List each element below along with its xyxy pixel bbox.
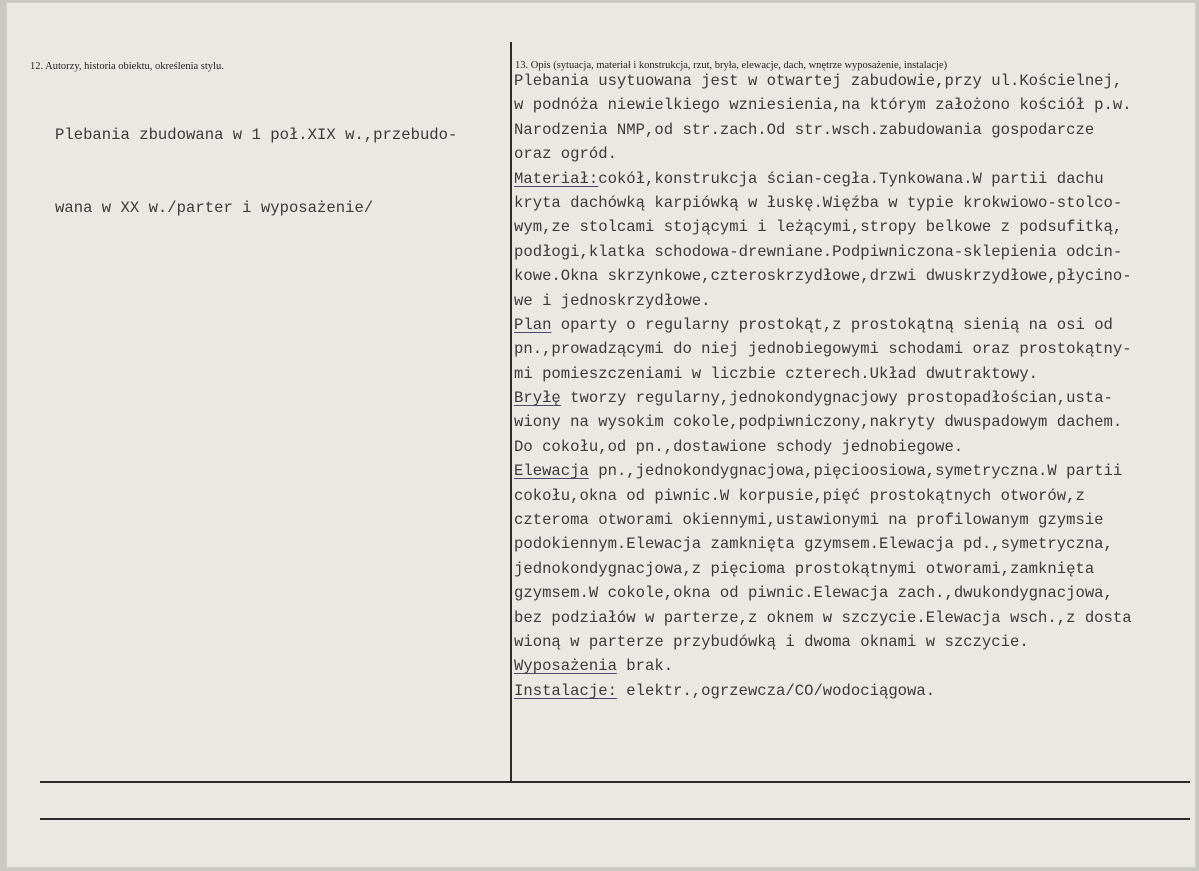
line-text: elektr.,ogrzewcza/CO/wodociągowa. <box>616 681 936 700</box>
section-13-line <box>514 215 1132 239</box>
line-text: wym,ze stolcami stojącymi i leżącymi,stropy belkowe z podsufitką, <box>514 218 1123 237</box>
bottom-rule <box>40 781 1190 783</box>
line-text: pn.,prowadzącymi do niej jednobiegowymi schodami oraz prostokątny- <box>514 340 1132 359</box>
line-text: Plebania usytuowana jest w otwartej zabudowie,przy ul.Kościelnej, <box>514 72 1123 90</box>
section-13-line <box>514 532 1132 556</box>
section-13-line <box>514 581 1132 605</box>
line-text: oparty o regularny prostokąt,z prostokątną sienią na osi od <box>551 315 1113 334</box>
section-13-line <box>514 69 1132 93</box>
section-12-text <box>55 74 457 245</box>
section-13-line <box>514 508 1132 532</box>
line-text: czteroma otworami okiennymi,ustawionymi na profilowanym gzymsie <box>514 511 1104 530</box>
line-text: jednokondygnacjowa,z pięcioma prostokątnymi otworami,zamknięta <box>514 559 1095 578</box>
footer-rule <box>40 818 1190 820</box>
section-12-line: wana w XX w./parter i wyposażenie/ <box>55 199 374 218</box>
section-13-line <box>514 142 1132 166</box>
subsection-heading: Materiał: <box>514 169 599 188</box>
line-text: brak. <box>616 657 674 676</box>
line-text: cokołu,okna od piwnic.W korpusie,pięć prostokątnych otworów,z <box>514 486 1085 505</box>
section-13-line <box>514 240 1132 264</box>
line-text: wiony na wysokim cokole,podpiwniczony,nakryty dwuspadowym dachem. <box>514 413 1123 432</box>
section-13-line <box>514 459 1132 483</box>
subsection-heading: Elewacja <box>514 462 589 481</box>
section-13-line <box>514 313 1132 337</box>
subsection-heading: Instalacje: <box>514 681 617 700</box>
section-13-line <box>514 435 1132 459</box>
section-13-line <box>514 410 1132 434</box>
section-13-line <box>514 167 1132 191</box>
section-13-line <box>514 337 1132 361</box>
section-13-line <box>514 654 1132 678</box>
column-divider <box>510 42 512 782</box>
line-text: oraz ogród. <box>514 145 617 164</box>
line-text: podłogi,klatka schodowa-drewniane.Podpiwniczona-sklepienia odcin- <box>514 242 1123 261</box>
section-13-line <box>514 630 1132 654</box>
subsection-heading: Wyposażenia <box>514 657 617 676</box>
line-text: mi pomieszczeniami w liczbie czterech.Układ dwutraktowy. <box>514 364 1039 383</box>
line-text: w podnóża niewielkiego wzniesienia,na którym założono kościół p.w. <box>514 96 1132 115</box>
section-12-label: 12. Autorzy, historia obiektu, określenia stylu. <box>30 61 224 72</box>
line-text: kowe.Okna skrzynkowe,czteroskrzydłowe,drzwi dwuskrzydłowe,płycino- <box>514 267 1132 286</box>
section-13-line <box>514 484 1132 508</box>
section-13-line <box>514 93 1132 117</box>
line-text: kryta dachówką karpiówką w łuskę.Więźba w typie krokwiowo-stolco- <box>514 193 1123 212</box>
line-text: gzymsem.W cokole,okna od piwnic.Elewacja zach.,dwukondygnacjowa, <box>514 584 1113 603</box>
line-text: podokiennym.Elewacja zamknięta gzymsem.Elewacja pd.,symetryczna, <box>514 535 1113 554</box>
section-13-line <box>514 191 1132 215</box>
section-13-line <box>514 118 1132 142</box>
section-13-line <box>514 386 1132 410</box>
line-text: we i jednoskrzydłowe. <box>514 291 711 310</box>
section-13-line <box>514 606 1132 630</box>
line-text: Narodzenia NMP,od str.zach.Od str.wsch.zabudowania gospodarcze <box>514 120 1095 139</box>
section-12-line: Plebania zbudowana w 1 poł.XIX w.,przebudo- <box>55 125 458 144</box>
line-text: cokół,konstrukcja ścian-cegła.Tynkowana.W partii dachu <box>598 169 1104 188</box>
section-13-line <box>514 362 1132 386</box>
line-text: Do cokołu,od pn.,dostawione schody jednobiegowe. <box>514 437 964 456</box>
line-text: pn.,jednokondygnacjowa,pięcioosiowa,symetryczna.W partii <box>588 462 1123 481</box>
section-13-line <box>514 557 1132 581</box>
section-13-line <box>514 264 1132 288</box>
section-13-line <box>514 679 1132 703</box>
line-text: tworzy regularny,jednokondygnacjowy prostopadłościan,usta- <box>560 389 1113 408</box>
subsection-heading: Plan <box>514 315 552 334</box>
section-13-text <box>514 69 1132 703</box>
line-text: wioną w parterze przybudówką i dwoma oknami w szczycie. <box>514 632 1029 651</box>
subsection-heading: Bryłę <box>514 389 561 408</box>
line-text: bez podziałów w parterze,z oknem w szczycie.Elewacja wsch.,z dosta <box>514 608 1132 627</box>
section-13-line <box>514 289 1132 313</box>
section-13-label: 13. Opis (sytuacja, materiał i konstrukcja, rzut, bryła, elewacje, dach, wnętrze wyposażenie, instalacje) <box>515 60 948 71</box>
